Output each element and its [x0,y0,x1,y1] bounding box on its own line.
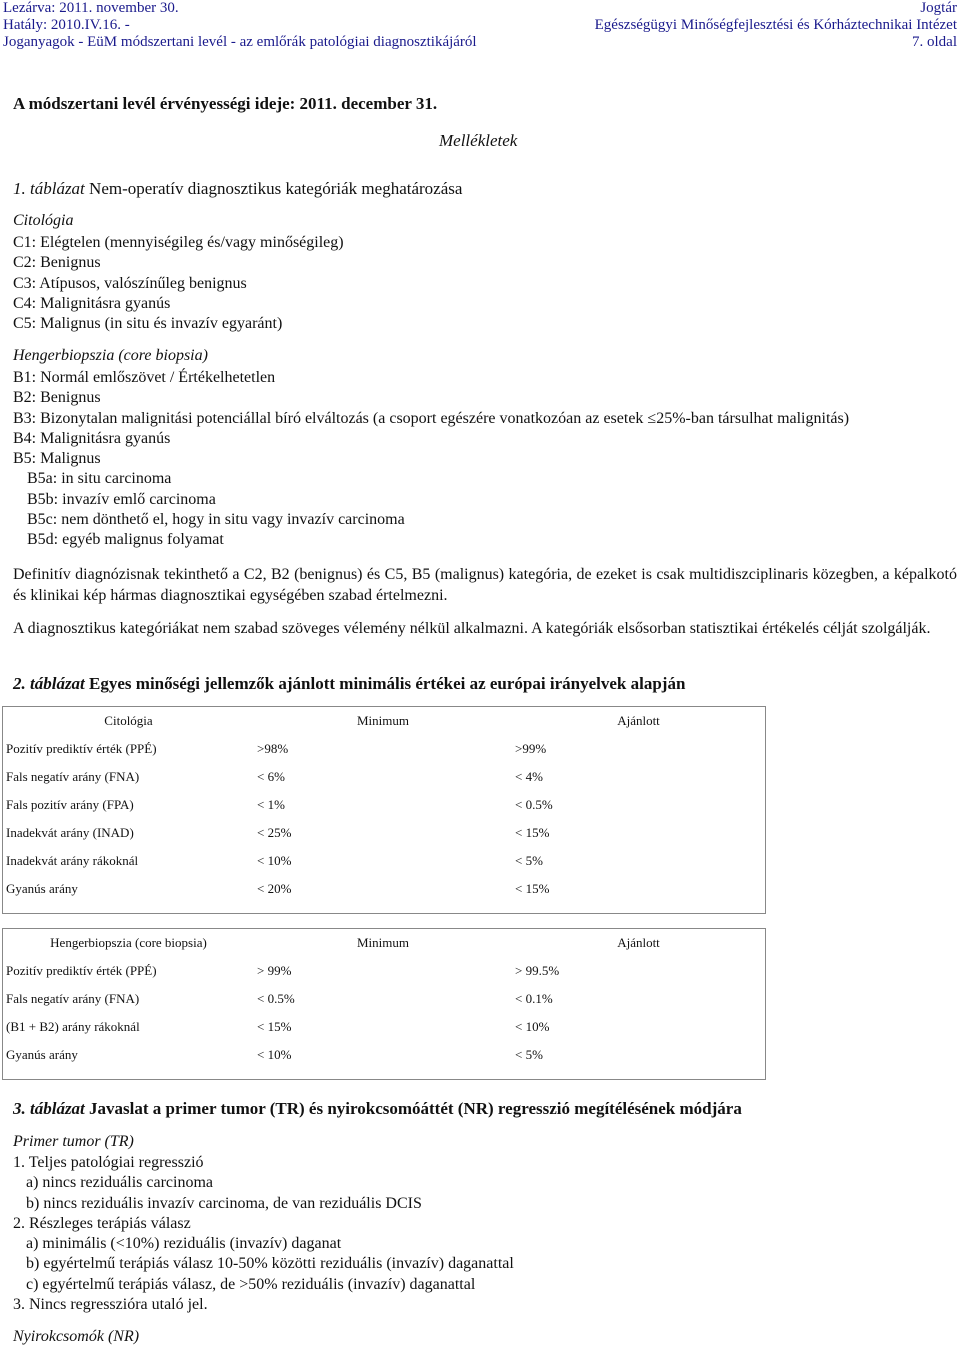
list-subitem: b) nincs reziduális invazív carcinoma, de van reziduális DCIS [26,1194,422,1212]
list-subitem: B5d: egyéb malignus folyamat [27,531,224,549]
table-header-row [3,707,766,736]
table-cell: Fals pozitív arány (FPA) [6,797,134,812]
cytology-list [13,233,344,334]
table2-title-text: Egyes minőségi jellemzők ajánlott minimális értékei az európai irányelvek alapján [84,674,686,693]
list-subitem: b) egyértelmű terápiás válasz 10-50% közötti reziduális (invazív) daganattal [26,1255,514,1273]
table1-prefix: 1. táblázat [13,179,85,198]
table3-title [13,1099,742,1119]
list-item: B3: Bizonytalan malignitási potenciállal bíró elváltozás (a csoport egészére vonatkozóan az esetek ≤25%-ban társulhat malignitás) [13,409,850,427]
header-document-title: Joganyagok - EüM módszertani levél - az emlőrák patológiai diagnosztikájáról [3,34,477,50]
table-cell: >99% [515,741,547,756]
column-header: Hengerbiopszia (core biopsia) [50,935,207,950]
core-biopsy-heading: Hengerbiopszia (core biopsia) [13,347,208,364]
core-biopsy-list [13,368,849,551]
list-subitem: B5a: in situ carcinoma [27,470,172,488]
header-closed-date: Lezárva: 2011. november 30. [3,0,179,16]
validity-notice: A módszertani levél érvényességi ideje: 2011. december 31. [13,94,438,113]
primary-tumor-heading: Primer tumor (TR) [13,1133,134,1150]
table-cell: Inadekvát arány rákoknál [6,853,139,868]
column-header: Minimum [356,713,409,728]
table-cell: < 4% [515,769,543,784]
table2-prefix: 2. táblázat [13,674,85,693]
column-header: Ajánlott [617,935,660,950]
list-item: 1. Teljes patológiai regresszió [13,1154,204,1171]
table-bottom-padding [3,903,766,914]
table-row [3,985,766,1013]
table-cell: < 20% [257,881,292,896]
list-item: C4: Malignitásra gyanús [13,294,171,312]
primary-tumor-list [13,1153,514,1315]
table-cell: < 15% [515,881,550,896]
definitive-diagnosis-paragraph: Definitív diagnózisnak tekinthető a C2, B2 (benignus) és C5, B5 (malignus) kategória, de ezeket is csak multidiszciplinaris közegben, a képalkotó és klinikai kép hármas diagnosztikai egységében szabad értelmezni. [13,566,957,604]
table-cell: > 99% [257,963,292,978]
table-cell: < 15% [515,825,550,840]
list-item: C5: Malignus (in situ és invazív egyaránt) [13,315,283,333]
list-item: B4: Malignitásra gyanús [13,429,171,447]
list-item: 2. Részleges terápiás válasz [13,1214,191,1232]
table-cell: < 1% [257,797,285,812]
header-effective-date: Hatály: 2010.IV.16. - [3,17,130,33]
table2-title [13,674,685,694]
cytology-heading: Citológia [13,212,74,229]
table-row [3,763,766,791]
table3-prefix: 3. táblázat [13,1099,85,1118]
header-publisher: Jogtár [920,0,957,16]
table-cell: Fals negatív arány (FNA) [6,769,140,784]
table3-title-text: Javaslat a primer tumor (TR) és nyirokcsomóáttét (NR) regresszió megítélésének módjára [84,1099,742,1118]
table-row [3,875,766,903]
list-item: C1: Elégtelen (mennyiségileg és/vagy minőségileg) [13,234,344,251]
list-item: B5: Malignus [13,450,101,468]
table-row [3,957,766,985]
table-cell: < 25% [257,825,292,840]
list-item: 3. Nincs regresszióra utaló jel. [13,1296,208,1314]
table-cell: < 5% [515,1047,543,1062]
table-cell: Fals negatív arány (FNA) [6,991,140,1006]
header-page-number: 7. oldal [912,34,957,50]
table-cell: < 6% [257,769,285,784]
table-cell: < 0.1% [515,991,553,1006]
table-cell: >98% [257,741,289,756]
table-row [3,819,766,847]
list-subitem: a) nincs reziduális carcinoma [26,1174,214,1192]
table-cell: < 0.5% [515,797,553,812]
table-bottom-padding [3,1069,766,1080]
lymph-nodes-heading: Nyirokcsomók (NR) [13,1328,140,1345]
table-cell: Pozitív prediktív érték (PPÉ) [6,963,157,978]
table-header-row [3,929,766,958]
table1-title [13,179,462,199]
cytology-quality-table [2,706,766,914]
table-cell: < 15% [257,1019,292,1034]
list-item: B2: Benignus [13,389,101,407]
list-subitem: B5c: nem dönthető el, hogy in situ vagy invazív carcinoma [27,511,405,529]
table-cell: < 10% [515,1019,550,1034]
table-cell: < 10% [257,1047,292,1062]
table-cell: Gyanús arány [6,881,78,896]
categories-usage-paragraph: A diagnosztikus kategóriákat nem szabad szöveges vélemény nélkül alkalmazni. A kategóriák elsősorban statisztikai értékelés célját szolgálják. [13,620,931,637]
column-header: Citológia [104,713,153,728]
table-cell: < 0.5% [257,991,295,1006]
list-subitem: c) egyértelmű terápiás válasz, de >50% reziduális (invazív) daganattal [26,1275,476,1293]
list-subitem: a) minimális (<10%) reziduális (invazív) daganat [26,1235,342,1253]
table-row [3,1041,766,1069]
column-header: Ajánlott [617,713,660,728]
column-header: Minimum [356,935,409,950]
list-item: B1: Normál emlőszövet / Értékelhetetlen [13,369,276,386]
annex-title: Mellékletek [439,131,518,150]
header-institute: Egészségügyi Minőségfejlesztési és Kórháztechnikai Intézet [594,17,957,33]
table-row [3,791,766,819]
list-item: C3: Atípusos, valószínűleg benignus [13,274,247,292]
table-cell: > 99.5% [515,963,560,978]
table-cell: Gyanús arány [6,1047,78,1062]
list-subitem: B5b: invazív emlő carcinoma [27,490,216,508]
table-cell: (B1 + B2) arány rákoknál [6,1019,140,1034]
table-cell: Inadekvát arány (INAD) [6,825,134,840]
table-cell: < 5% [515,853,543,868]
list-item: C2: Benignus [13,254,101,272]
table-row [3,847,766,875]
core-biopsy-quality-table [2,928,766,1080]
table1-title-text: Nem-operatív diagnosztikus kategóriák meghatározása [84,179,463,198]
table-row [3,1013,766,1041]
table-cell: < 10% [257,853,292,868]
table-row [3,735,766,763]
table-cell: Pozitív prediktív érték (PPÉ) [6,741,157,756]
